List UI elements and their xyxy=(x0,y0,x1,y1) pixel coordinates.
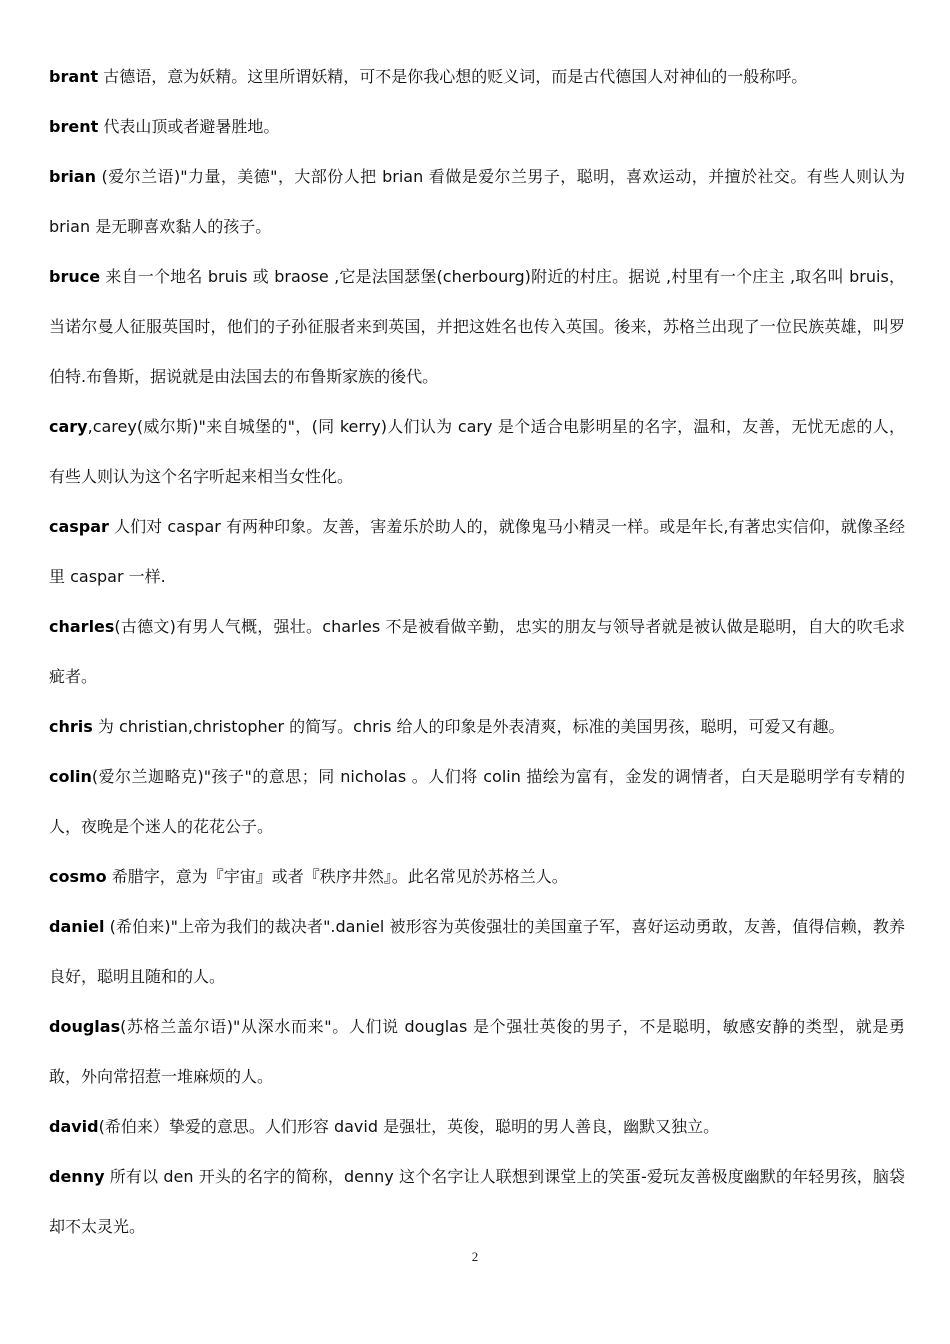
entry-description: 为 christian,christopher 的简写。chris 给人的印象是外表清爽，标准的美国男孩，聪明，可爱又有趣。 xyxy=(92,717,845,736)
entry-chris xyxy=(49,702,905,752)
entry-description: 希腊字，意为『宇宙』或者『秩序井然』。此名常见於苏格兰人。 xyxy=(106,867,568,886)
entry-name: denny xyxy=(49,1167,105,1186)
entry-description: 所有以 den 开头的名字的简称，denny 这个名字让人联想到课堂上的笑蛋-爱玩友善极度幽默的年轻男孩，脑袋却不太灵光。 xyxy=(49,1167,905,1236)
entry-david xyxy=(49,1102,905,1152)
entry-description: 人们对 caspar 有两种印象。友善，害羞乐於助人的，就像鬼马小精灵一样。或是年长,有著忠实信仰，就像圣经里 caspar 一样. xyxy=(49,517,905,586)
entry-name: chris xyxy=(49,717,93,736)
entry-description: (爱尔兰迦略克)"孩子"的意思；同 nicholas 。人们将 colin 描绘为富有，金发的调情者，白天是聪明学有专精的人，夜晚是个迷人的花花公子。 xyxy=(49,767,905,836)
entry-brant xyxy=(49,52,905,102)
entry-brent xyxy=(49,102,905,152)
entry-name: david xyxy=(49,1117,99,1136)
entry-description: (希伯来）挚爱的意思。人们形容 david 是强壮，英俊，聪明的男人善良，幽默又独立。 xyxy=(98,1117,720,1136)
name-entries-list xyxy=(49,52,905,1252)
entry-name: douglas xyxy=(49,1017,121,1036)
entry-name: colin xyxy=(49,767,92,786)
entry-description: (希伯来)"上帝为我们的裁决者".daniel 被形容为英俊强壮的美国童子军，喜好运动勇敢，友善，值得信赖，教养良好，聪明且随和的人。 xyxy=(49,917,905,986)
entry-description: (古德文)有男人气概，强壮。charles 不是被看做辛勤，忠实的朋友与领导者就是被认做是聪明，自大的吹毛求疵者。 xyxy=(49,617,905,686)
entry-name: cosmo xyxy=(49,867,107,886)
page-number: 2 xyxy=(471,1249,479,1264)
entry-name: brent xyxy=(49,117,99,136)
entry-description: (爱尔兰语)"力量，美德"，大部份人把 brian 看做是爱尔兰男子，聪明，喜欢运动，并擅於社交。有些人则认为 brian 是无聊喜欢黏人的孩子。 xyxy=(49,167,905,236)
entry-name: daniel xyxy=(49,917,105,936)
entry-cary xyxy=(49,402,905,502)
entry-name: bruce xyxy=(49,267,101,286)
entry-description: 代表山顶或者避暑胜地。 xyxy=(98,117,280,136)
entry-name: caspar xyxy=(49,517,109,536)
entry-name: charles xyxy=(49,617,115,636)
entry-description: 古德语，意为妖精。这里所谓妖精，可不是你我心想的贬义词，而是古代德国人对神仙的一般称呼。 xyxy=(98,67,808,86)
entry-daniel xyxy=(49,902,905,1002)
entry-brian xyxy=(49,152,905,252)
entry-name: brian xyxy=(49,167,97,186)
entry-charles xyxy=(49,602,905,702)
entry-douglas xyxy=(49,1002,905,1102)
entry-description: (苏格兰盖尔语)"从深水而来"。人们说 douglas 是个强壮英俊的男子，不是聪明，敏感安静的类型，就是勇敢，外向常招惹一堆麻烦的人。 xyxy=(49,1017,905,1086)
entry-bruce xyxy=(49,252,905,402)
entry-name: brant xyxy=(49,67,99,86)
entry-name: cary xyxy=(49,417,88,436)
entry-cosmo xyxy=(49,852,905,902)
entry-denny xyxy=(49,1152,905,1252)
entry-colin xyxy=(49,752,905,852)
entry-description: ,carey(威尔斯)"来自城堡的"，(同 kerry)人们认为 cary 是个适合电影明星的名字，温和，友善，无忧无虑的人，有些人则认为这个名字听起来相当女性化。 xyxy=(49,417,905,486)
entry-description: 来自一个地名 bruis 或 braose ,它是法国瑟堡(cherbourg)附近的村庄。据说 ,村里有一个庄主 ,取名叫 bruis，当诺尔曼人征服英国时，他们的子孙征服者来到英国，并把这姓名也传入英国。後来，苏格兰出现了一位民族英雄，叫罗伯特.布鲁斯，据说就是由法国去的布鲁斯家族的後代。 xyxy=(49,267,905,386)
entry-caspar xyxy=(49,502,905,602)
